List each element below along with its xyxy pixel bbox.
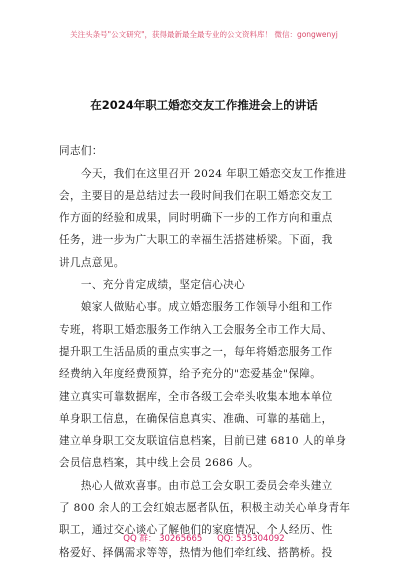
body-line: 格爱好、择偶需求等等，热情为他们牵红线、搭鹊桥。投 [59, 546, 333, 559]
body-line: 建立单身职工交友联谊信息档案，目前已建 6810 人的单身 [59, 435, 347, 448]
body-line: 了 800 余人的工会红娘志愿者队伍，积极主动关心单身青年 [59, 502, 351, 515]
body-line: 会，主要目的是总结过去一段时间我们在职工婚恋交友工 [59, 189, 333, 202]
body-line: 建立真实可靠数据库，全市各级工会牵头收集本地本单位 [59, 390, 333, 403]
footer-qq-number: QQ: 535304092 [217, 534, 285, 544]
salutation: 同志们： [59, 145, 103, 158]
body-line: 娘家人做贴心事。成立婚恋服务工作领导小组和工作 [59, 301, 333, 314]
header-note: 关注头条号"公文研究"，获得最新最全最专业的公文资料库！ 微信：gongwenyj [70, 30, 338, 39]
body-line: 职工，通过交心谈心了解他们的家庭情况、个人经历、性 [59, 524, 333, 537]
body-line: 讲几点意见。 [59, 256, 125, 269]
body-line: 作方面的经验和成果，同时明确下一步的工作方向和重点 [59, 212, 333, 225]
body-line: 会员信息档案，其中线上会员 2686 人。 [59, 457, 259, 470]
document-title: 在2024年职工婚恋交友工作推进会上的讲话 [90, 98, 318, 112]
body-line: 专班，将职工婚恋服务工作纳入工会服务全市工作大局、 [59, 323, 333, 336]
footer-qq-group: QQ 群： 30265665 [123, 534, 203, 544]
body-line: 提升职工生活品质的重点实事之一，每年将婚恋服务工作 [59, 345, 333, 358]
body-line: 任务，进一步为广大职工的幸福生活搭建桥梁。下面，我 [59, 234, 333, 247]
section-heading: 一、充分肯定成绩，坚定信心决心 [59, 279, 246, 292]
body-line: 今天，我们在这里召开 2024 年职工婚恋交友工作推进 [59, 167, 347, 180]
body-line: 热心人做欢喜事。由市总工会女职工委员会牵头建立 [59, 479, 333, 492]
body-line [59, 118, 349, 140]
body-line: 经费纳入年度经费预算，给予充分的"恋爱基金"保障。 [59, 368, 322, 381]
document-body [59, 118, 349, 564]
footer-contact [0, 532, 408, 544]
body-line: 单身职工信息，在确保信息真实、准确、可靠的基础上， [59, 412, 333, 425]
